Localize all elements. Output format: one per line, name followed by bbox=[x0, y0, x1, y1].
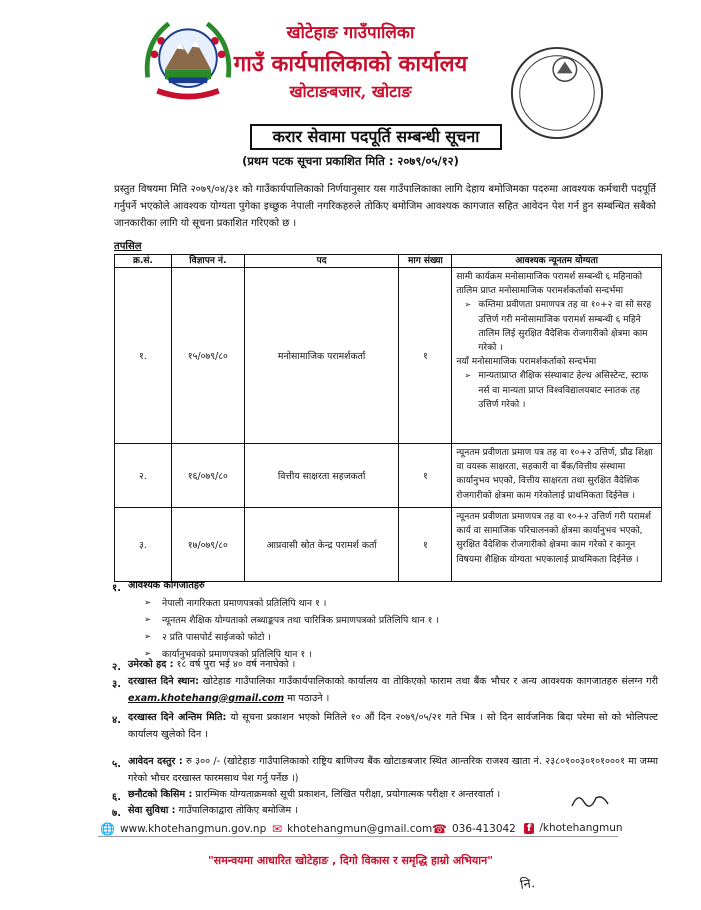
cell-ad-no: १७/०७९/८० bbox=[171, 508, 244, 582]
cell-sn: २. bbox=[115, 444, 172, 508]
envelope-icon: ✉ bbox=[272, 822, 283, 836]
section-number: ६. bbox=[112, 792, 121, 803]
facebook-icon: f bbox=[524, 823, 534, 834]
cell-demand: १ bbox=[399, 444, 452, 508]
table-row bbox=[115, 268, 662, 444]
document-item: ➢ न्यूनतम शैक्षिक योग्यताको लब्धाङ्कपत्र तथा चारित्रिक प्रमाणपत्रको प्रतिलिपि थान १ । bbox=[162, 613, 439, 628]
cell-post: वित्तीय साक्षरता सहजकर्ता bbox=[244, 444, 399, 508]
section-text: प्रारम्भिक योग्यताक्रमको सूची प्रकाशन, लिखित परीक्षा, प्रयोगात्मक परीक्षा र अन्तरवार्ता । bbox=[192, 789, 501, 800]
slogan: "समन्वयमा आधारित खोटेहाङ , दिगो विकास र समृद्धि हाम्रो अभियान" bbox=[208, 854, 493, 867]
municipality-name: खोटेहाङ गाउँपालिका bbox=[286, 23, 415, 43]
section-number: ५. bbox=[112, 759, 121, 770]
cell-sn: ३. bbox=[115, 508, 172, 582]
section-title: छनौटको किसिम : bbox=[128, 789, 193, 800]
section-number: ३. bbox=[112, 679, 121, 690]
email-link[interactable]: khotehangmun@gmail.com bbox=[287, 823, 433, 835]
section-text: यो सूचना प्रकाशन भएको मितिले १० औं दिन २०७९/०५/२१ गते भित्र । सो दिन सार्वजनिक बिदा परेमा सो को भोलिपल्ट कार्यालय खुलेको दिन । bbox=[128, 712, 658, 740]
table-row bbox=[115, 444, 662, 508]
footer-divider bbox=[98, 836, 618, 837]
document-item: ➢ नेपाली नागरिकता प्रमाणपत्रको प्रतिलिपि थान १ । bbox=[162, 596, 326, 611]
qualification-point: ➢ कम्तिमा प्रवीणता प्रमाणपत्र तह वा १०+२ वा सो सरह उत्तिर्ण गरी मनोसामाजिक परामर्श सम्बन्धी ६ महिने तालिम लिई सुरक्षित वैदेशिक रोजगारीको क्षेत्रमा काम गरेको । bbox=[456, 298, 657, 355]
section-benefits bbox=[128, 803, 568, 820]
vacancy-table bbox=[114, 254, 662, 582]
header-qualification: आवश्यक न्यूनतम योग्यता bbox=[452, 255, 662, 268]
footer-facebook[interactable] bbox=[524, 822, 623, 834]
office-name: गाउँ कार्यपालिकाको कार्यालय bbox=[233, 51, 468, 77]
document-item: ➢ कार्यानुभवको प्रमाणपत्रको प्रतिलिपि थान १ । bbox=[162, 647, 312, 662]
section-title: आवेदन दस्तुर : bbox=[128, 756, 183, 767]
intro-paragraph: प्रस्तुत विषयमा मिति २०७९/०४/३१ को गाउँकार्यपालिकाको निर्णयानुसार यस गाउँपालिकाका लागि देहाय बमोजिमका पदरुमा आवश्यक कर्मचारी पदपूर्ति गर्नुपर्ने भएकोले आवश्यक योग्यता पुगेका इच्छुक नेपाली नगरिकहरुले तोकिए बमोजिम आवश्यक कागजात सहित आवेदन पेश गर्न हुन सम्बन्धित सबैको जानकारीका लागि यो सूचना प्रकाशित गरिएको छ । bbox=[114, 184, 656, 229]
cell-ad-no: १६/०७९/८० bbox=[171, 444, 244, 508]
application-email-link[interactable]: exam.khotehang@gmail.com bbox=[128, 692, 285, 704]
cell-demand: १ bbox=[399, 268, 452, 444]
section-text: १८ वर्ष पुरा भई ४० वर्ष ननाघेको । bbox=[173, 659, 296, 670]
header-demand: माग संख्या bbox=[399, 255, 452, 268]
website-link[interactable]: www.khotehangmun.gov.np bbox=[119, 823, 267, 835]
header-post: पद bbox=[244, 255, 399, 268]
notice-subtitle: (प्रथम पटक सूचना प्रकाशित मिति : २०७९/०५/१२) bbox=[242, 154, 459, 168]
section-number: ४. bbox=[112, 715, 121, 726]
cell-sn: १. bbox=[115, 268, 172, 444]
section-title: दरखास्त दिने अन्तिम मिति: bbox=[128, 712, 227, 723]
table-heading: तपसिल bbox=[114, 241, 142, 252]
office-address: खोटाङबजार, खोटाङ bbox=[289, 82, 412, 101]
section-title: उमेरको हद : bbox=[128, 659, 174, 670]
section-number: १. bbox=[112, 583, 121, 594]
office-seal bbox=[508, 44, 606, 142]
cell-qualification: न्यूनतम प्रवीणता प्रमाणपत्र तह वा १०+२ उत्तिर्ण गरी परामर्श कार्य वा सामाजिक परिचालनको क्षेत्रमा कार्यानुभव भएको, सुरक्षित वैदेशिक रोजगारीको क्षेत्रमा काम गरेको र कानून विषयमा शैक्षिक योग्यता भएकालाई प्राथमिकता दिईनेछ । bbox=[452, 508, 662, 582]
phone-number: 036-413042 bbox=[451, 823, 516, 835]
section-title: सेवा सुविधा : bbox=[128, 805, 176, 816]
footer-website[interactable] bbox=[100, 822, 266, 836]
section-fee bbox=[128, 754, 658, 787]
section-text: गाउँपालिकाद्वारा तोकिए बमोजिम । bbox=[175, 805, 298, 816]
section-title: दरखास्त दिने स्थान: bbox=[128, 676, 199, 687]
cell-qualification bbox=[452, 268, 662, 444]
section-text: खोटेहाङ गाउँपालिका गाउँकार्यपालिकाको कार्यालय वा तोकिएको फाराम तथा बैंक भौचर र अन्य आवश्यक कागजातहरु संलग्न गरी bbox=[198, 676, 658, 687]
qualification-point: ➢ मान्यताप्राप्त शैक्षिक संस्थाबाट हेल्थ असिस्टेन्ट, स्टाफ नर्स वा मान्यता प्राप्त विश्वविद्यालयबाट स्नातक तह उत्तिर्ण गरेको । bbox=[456, 369, 657, 412]
globe-icon: 🌐 bbox=[100, 822, 115, 836]
signatory-note: नि. bbox=[519, 876, 536, 893]
section-title-documents: आवश्यक कागजातहरु bbox=[128, 580, 205, 591]
section-text: रु ३०० /- (खोटेहाङ गाउँपालिकाको राष्ट्रिय बाणिज्य बैंक खोटाङबजार स्थित आन्तरिक राजश्व खाता नं. २३८०१००३०१०१०००१ मा जम्मा गरेको भौचर दरखास्त फारमसाथ पेश गर्नु पर्नेछ ।) bbox=[128, 756, 659, 784]
table-header-row bbox=[115, 255, 662, 268]
section-number: २. bbox=[112, 662, 121, 673]
cell-demand: १ bbox=[399, 508, 452, 582]
cell-post: आप्रवासी स्रोत केन्द्र परामर्श कर्ता bbox=[244, 508, 399, 582]
table-row bbox=[115, 508, 662, 582]
phone-icon: ☎ bbox=[432, 822, 447, 836]
section-deadline bbox=[128, 710, 658, 743]
section-text: मा पठाउने । bbox=[284, 692, 330, 704]
qualification-intro: सामी कार्यक्रम मनोसामाजिक परामर्श सम्बन्धी ६ महिनाको तालिम प्राप्त मनोसामाजिक परामर्शकर्ताको सन्दर्भमा bbox=[456, 272, 643, 297]
footer-email[interactable] bbox=[272, 822, 432, 836]
signature bbox=[570, 790, 610, 812]
qualification-intro: नयाँ मनोसामाजिक परामर्शकर्ताको सन्दर्भमा bbox=[456, 357, 597, 368]
notice-title: करार सेवामा पदपूर्ति सम्बन्धी सूचना bbox=[250, 124, 502, 150]
section-number: ७. bbox=[112, 808, 121, 819]
cell-post: मनोसामाजिक परामर्शकर्ता bbox=[244, 268, 399, 444]
header-sn: क्र.सं. bbox=[115, 255, 172, 268]
header-ad-no: विज्ञापन नं. bbox=[171, 255, 244, 268]
section-application-place bbox=[128, 674, 658, 707]
document-item: ➢ २ प्रति पासपोर्ट साईजको फोटो । bbox=[162, 630, 271, 645]
footer-phone bbox=[432, 822, 516, 836]
cell-ad-no: १५/०७९/८० bbox=[171, 268, 244, 444]
section-age-limit bbox=[128, 657, 658, 674]
facebook-link[interactable]: /khotehangmun bbox=[539, 822, 623, 834]
cell-qualification: न्यूनतम प्रवीणता प्रमाण पत्र तह वा १०+२ उत्तिर्ण, प्रौढ शिक्षा वा वयस्क साक्षरता, सहकारी वा बैंक/वित्तीय संस्थामा कार्यानुभव भएको, वित्तीय साक्षरता तथा सुरक्षित वैदेशिक रोजगारीको क्षेत्रमा काम गरेकोलाई प्राथमिकता दिईनेछ । bbox=[452, 444, 662, 508]
